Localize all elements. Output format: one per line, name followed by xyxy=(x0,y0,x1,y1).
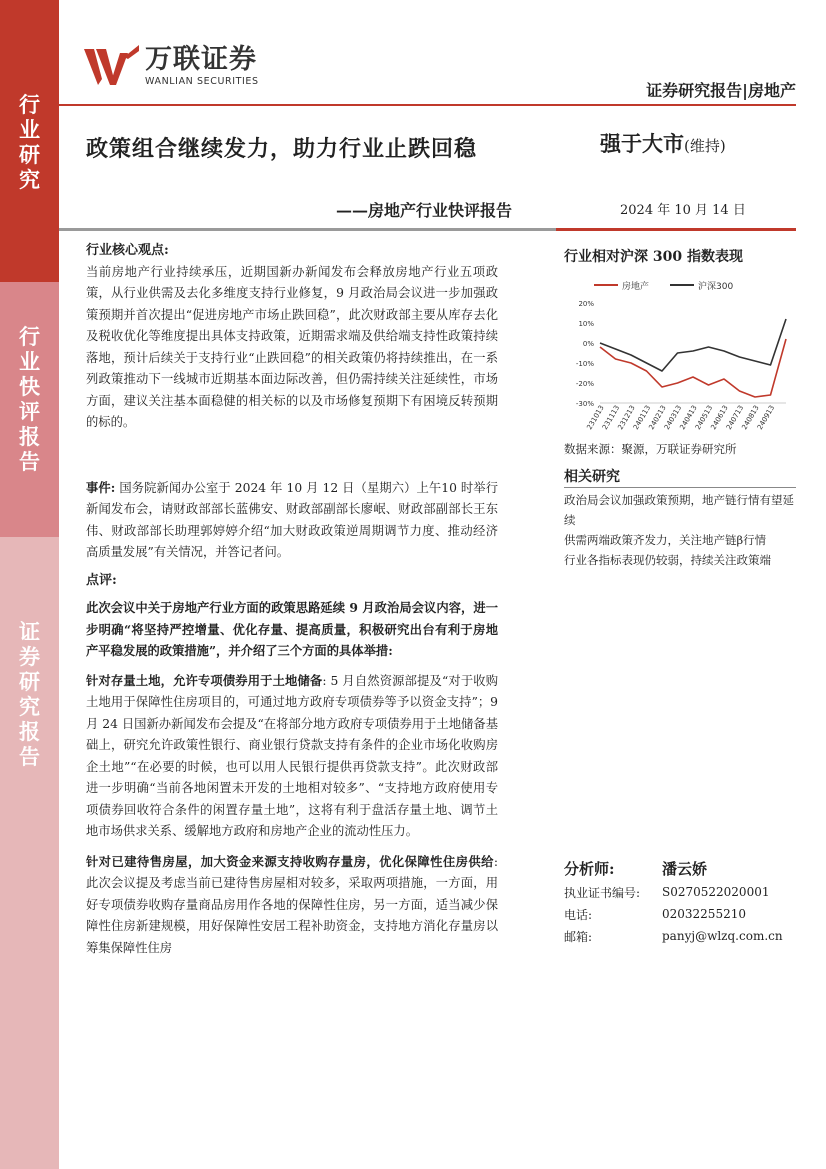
report-type-label: 证券研究报告|房地产 xyxy=(646,81,796,100)
x-tick-label: 240713 xyxy=(724,404,746,432)
performance-chart xyxy=(564,273,796,443)
chart-source: 数据来源：聚源，万联证券研究所 xyxy=(564,442,737,456)
legend-label: 沪深300 xyxy=(698,282,734,292)
event-paragraph xyxy=(86,477,498,564)
related-item[interactable]: 供需两端政策齐发力，关注地产链β行情 xyxy=(564,533,767,547)
sidebar-char: 报 xyxy=(19,719,40,744)
report-date: 2024 年 10 月 14 日 xyxy=(620,203,746,218)
sidebar-char: 研 xyxy=(19,669,40,694)
sidebar-char: 究 xyxy=(19,167,40,192)
y-tick-label: -10% xyxy=(575,360,594,368)
analyst-phone-row xyxy=(564,903,796,925)
header-divider xyxy=(59,104,796,106)
comment-heading: 点评: xyxy=(86,572,117,588)
x-tick-label: 240413 xyxy=(678,404,699,432)
analyst-name: 潘云娇 xyxy=(662,859,708,878)
title-divider-red xyxy=(556,228,796,231)
title-divider-gray xyxy=(59,228,556,231)
analyst-phone-label: 电话: xyxy=(564,907,593,922)
y-tick-label: -20% xyxy=(575,380,594,388)
y-tick-label: 10% xyxy=(578,320,594,328)
x-tick-label: 240613 xyxy=(709,404,730,432)
analyst-label: 分析师: xyxy=(564,859,615,878)
x-tick-label: 240213 xyxy=(647,404,668,432)
related-item[interactable]: 行业各指标表现仍较弱，持续关注政策端 xyxy=(564,553,771,567)
main-content xyxy=(86,240,498,959)
comment-lead-paragraph: 此次会议中关于房地产行业方面的政策思路延续 9 月政治局会议内容，进一步明确“将坚持严控增量、优化存量、提高质量，积极研究出台有利于房地产平稳发展的政策措施”，并介绍了三个方面的具体举措: xyxy=(86,600,498,658)
series-line xyxy=(600,319,786,371)
analyst-license-value: S0270522020001 xyxy=(662,885,770,899)
sidebar-section-quick-review xyxy=(0,282,59,537)
sidebar-section-securities-report xyxy=(0,537,59,1169)
sidebar-section-industry-research xyxy=(0,0,59,282)
series-line xyxy=(600,339,786,397)
x-tick-label: 240813 xyxy=(740,404,761,432)
performance-chart-svg xyxy=(564,273,796,443)
chart-title: 行业相对沪深 300 指数表现 xyxy=(564,249,743,265)
sidebar-char: 券 xyxy=(19,644,40,669)
analyst-license-row xyxy=(564,881,796,903)
event-label: 事件: xyxy=(86,479,116,495)
point1-paragraph xyxy=(86,670,498,843)
x-tick-label: 231013 xyxy=(585,404,606,432)
sidebar-char: 证 xyxy=(19,619,40,644)
brand-logo xyxy=(84,45,259,89)
y-tick-label: -30% xyxy=(575,400,594,408)
core-view-paragraph: 当前房地产行业持续承压，近期国新办新闻发布会释放房地产行业五项政策，从行业供需及去化多维度支持行业修复，9 月政治局会议进一步加强政策预期并首次提出“促进房地产市场止跌回稳”，此次财政部主要从库存去化及税收优化等维度提出具体支持政策，近期需求端及供给端支持性政策持续落地，预计后续关于支持行业“止跌回稳”的相关政策仍将持续推出，在一系列政策推动下一线城市近期基本面边际改善，但仍需持续关注延续性，市场方面，建议关注基本面稳健的相关标的以及市场修复预期下有困境反转预期的标的。 xyxy=(86,264,498,429)
x-tick-label: 240513 xyxy=(693,404,715,432)
point1-label: 针对存量土地，允许专项债券用于土地储备 xyxy=(86,672,323,688)
analyst-info xyxy=(564,855,796,947)
core-view-heading: 行业核心观点: xyxy=(86,243,169,258)
x-tick-label: 231113 xyxy=(600,404,622,432)
report-title: 政策组合继续发力，助力行业止跌回稳 xyxy=(86,136,478,162)
analyst-email-row xyxy=(564,925,796,947)
sidebar-char: 告 xyxy=(19,449,40,474)
left-sidebar xyxy=(0,0,59,1169)
analyst-header xyxy=(564,855,796,881)
event-text: 国务院新闻办公室于 2024 年 10 月 12 日（星期六）上午10 时举行新闻发布会，请财政部部长蓝佛安、财政部副部长廖岷、财政部副部长王东伟、财政部部长助理郭婷婷介绍“加大财政政策逆周期调节力度、推动经济高质量发展”有关情况，并答记者问。 xyxy=(86,480,498,559)
point1-text: : 5 月自然资源部提及“对于收购土地用于保障性住房项目的，可通过地方政府专项债券等予以资金支持”；9 月 24 日国新办新闻发布会提及“在将部分地方政府专项债券用于土地储备基础上，研究允许政策性银行、商业银行贷款支持有条件的企业市场化收购房企土地”“在必要的时候，也可以用人民银行提供再贷款支持”。此次财政部进一步明确“当前各地闲置未开发的土地相对较多”、“支持地方政府使用专项债券回收符合条件的闲置存量土地”，这将有利于盘活存量土地、调节土地市场供求关系、缓解地方政府和房地产企业的流动性压力。 xyxy=(86,673,498,838)
sidebar-char: 告 xyxy=(19,744,40,769)
analyst-license-label: 执业证书编号: xyxy=(564,885,641,900)
related-research-divider xyxy=(564,487,796,488)
sidebar-char: 究 xyxy=(19,694,40,719)
analyst-phone-value: 02032255210 xyxy=(662,907,746,921)
sidebar-char: 快 xyxy=(19,374,40,399)
sidebar-char: 业 xyxy=(19,117,40,142)
x-tick-label: 240113 xyxy=(631,404,653,432)
x-tick-label: 240313 xyxy=(662,404,684,432)
brand-name-cn: 万联证券 xyxy=(145,44,257,75)
rating-note: (维持) xyxy=(684,137,726,155)
brand-name-en: WANLIAN SECURITIES xyxy=(145,76,259,87)
sidebar-char: 行 xyxy=(19,324,40,349)
rating-label: 强于大市 xyxy=(600,131,684,156)
x-tick-label: 240913 xyxy=(755,404,777,432)
related-item[interactable]: 政治局会议加强政策预期，地产链行情有望延续 xyxy=(564,493,794,527)
sidebar-char: 行 xyxy=(19,92,40,117)
sidebar-char: 业 xyxy=(19,349,40,374)
point2-label: 针对已建待售房屋，加大资金来源支持收购存量房，优化保障性住房供给 xyxy=(86,853,494,869)
report-subtitle: ——房地产行业快评报告 xyxy=(336,201,513,220)
analyst-email-value[interactable]: panyj@wlzq.com.cn xyxy=(662,929,783,943)
sidebar-char: 评 xyxy=(19,399,40,424)
analyst-email-label: 邮箱: xyxy=(564,929,593,944)
y-tick-label: 20% xyxy=(578,300,594,308)
wanlian-logo-icon xyxy=(84,45,139,89)
related-research-title: 相关研究 xyxy=(564,469,620,485)
y-tick-label: 0% xyxy=(582,340,594,348)
industry-rating xyxy=(600,128,726,158)
sidebar-char: 报 xyxy=(19,424,40,449)
sidebar-char: 研 xyxy=(19,142,40,167)
x-tick-label: 231213 xyxy=(616,404,637,432)
point2-text: : 此次会议提及考虑当前已建待售房屋相对较多，采取两项措施，一方面，用好专项债券收购存量商品房用作各地的保障性住房，另一方面，适当减少保障性住房新建规模，用好保障性安居工程补助资金，支持地方消化存量房以筹集保障性住房 xyxy=(86,854,498,955)
legend-label: 房地产 xyxy=(622,282,650,292)
point2-paragraph xyxy=(86,851,498,960)
related-research-list xyxy=(564,490,796,570)
